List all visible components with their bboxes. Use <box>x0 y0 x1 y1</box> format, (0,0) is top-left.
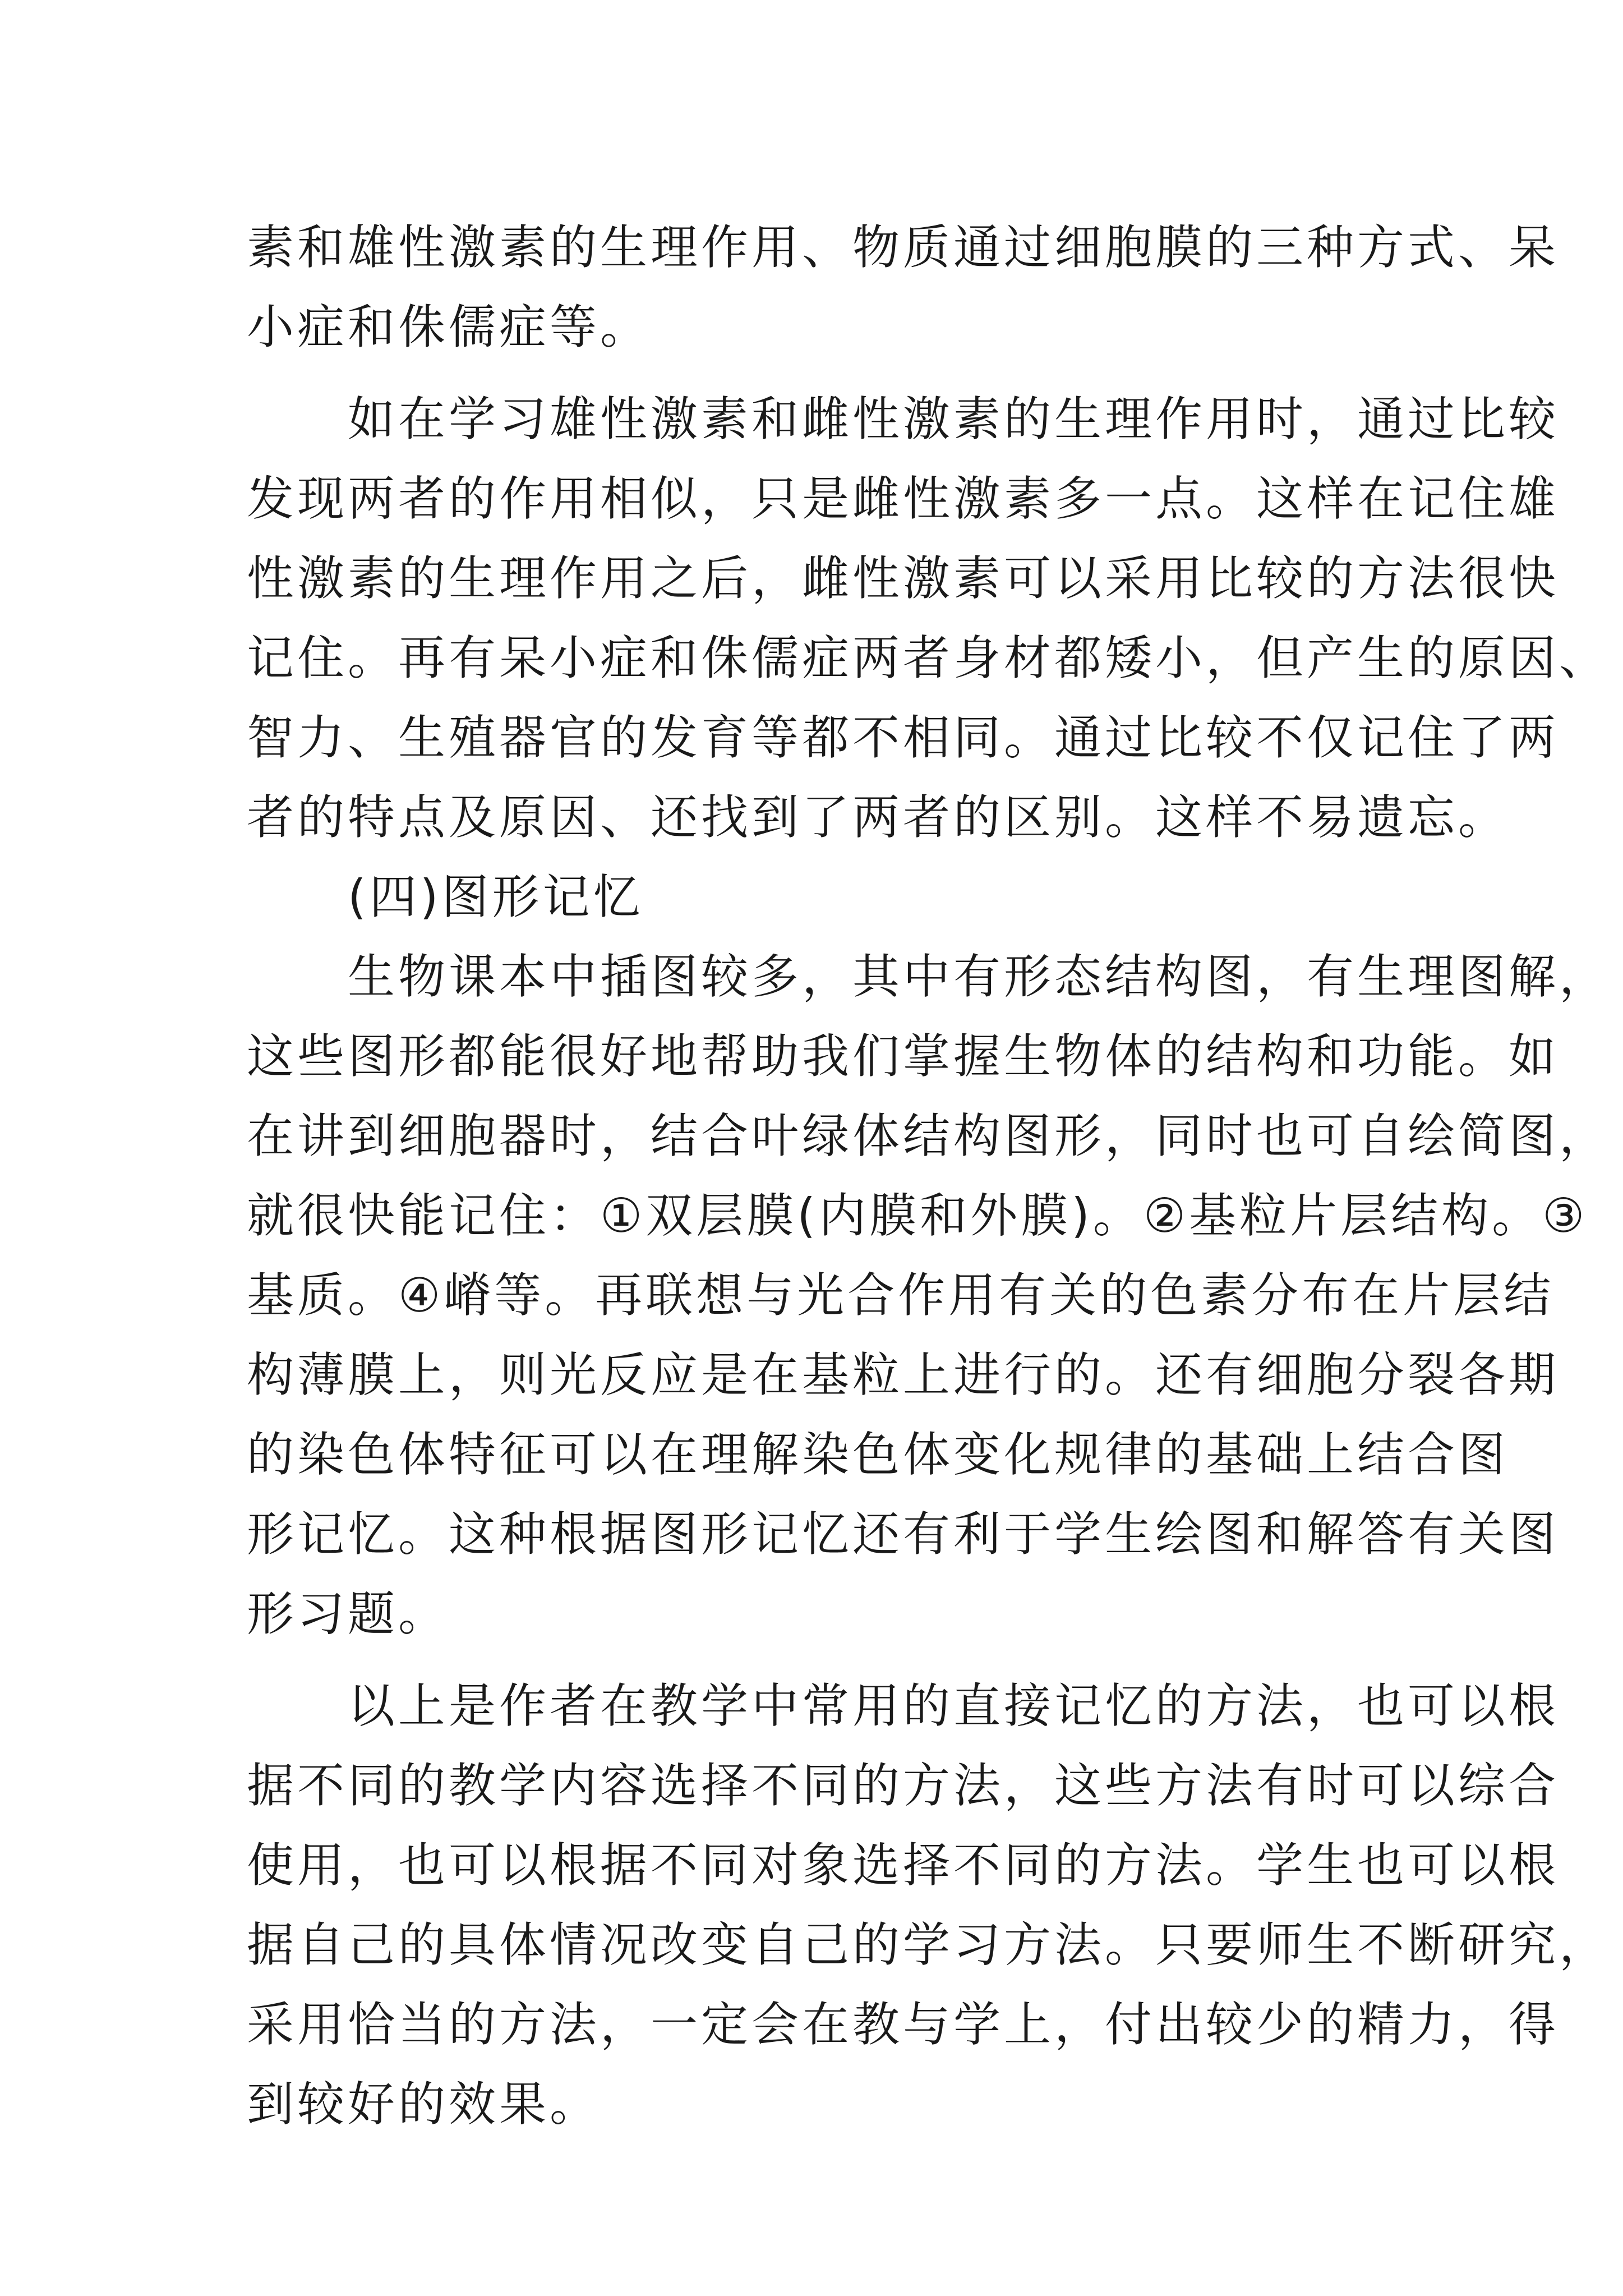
text-line: 形记忆。这种根据图形记忆还有利于学生绘图和解答有关图 <box>247 1507 1560 1562</box>
text-line: 这些图形都能很好地帮助我们掌握生物体的结构和功能。如 <box>247 1029 1560 1084</box>
text-line: 性激素的生理作用之后，雌性激素可以采用比较的方法很快 <box>247 551 1560 606</box>
paragraph-gap <box>247 1654 1430 1666</box>
body-text <box>247 208 1610 2144</box>
text-line: 素和雄性激素的生理作用、物质通过细胞膜的三种方式、呆 <box>247 220 1560 275</box>
paragraph-gap <box>247 367 1430 379</box>
text-line: 基质。④嵴等。再联想与光合作用有关的色素分布在片层结 <box>247 1268 1555 1323</box>
paragraph-start-line: 如在学习雄性激素和雌性激素的生理作用时，通过比较 <box>247 392 1560 447</box>
section-heading: (四)图形记忆 <box>247 869 644 924</box>
paragraph-start-line: 以上是作者在教学中常用的直接记忆的方法，也可以根 <box>247 1678 1560 1733</box>
text-line: 到较好的效果。 <box>247 2077 601 2132</box>
text-line: 小症和侏儒症等。 <box>247 300 651 355</box>
text-line: 记住。再有呆小症和侏儒症两者身材都矮小，但产生的原因、 <box>247 631 1610 685</box>
text-line: 发现两者的作用相似，只是雌性激素多一点。这样在记住雄 <box>247 471 1560 526</box>
text-line: 使用，也可以根据不同对象选择不同的方法。学生也可以根 <box>247 1838 1560 1893</box>
text-line: 的染色体特征可以在理解染色体变化规律的基础上结合图 <box>247 1427 1509 1482</box>
text-line: 在讲到细胞器时，结合叶绿体结构图形，同时也可自绘简图， <box>247 1108 1610 1163</box>
text-line: 者的特点及原因、还找到了两者的区别。这样不易遗忘。 <box>247 790 1509 845</box>
text-line: 据不同的教学内容选择不同的方法，这些方法有时可以综合 <box>247 1758 1560 1813</box>
text-line: 就很快能记住：①双层膜(内膜和外膜)。②基粒片层结构。③ <box>247 1188 1588 1243</box>
text-line: 构薄膜上，则光反应是在基粒上进行的。还有细胞分裂各期 <box>247 1347 1560 1402</box>
paragraph-start-line: 生物课本中插图较多，其中有形态结构图，有生理图解， <box>247 949 1610 1004</box>
text-line: 智力、生殖器官的发育等都不相同。通过比较不仅记住了两 <box>247 710 1560 765</box>
text-line: 采用恰当的方法，一定会在教与学上，付出较少的精力，得 <box>247 1997 1560 2052</box>
text-line: 形习题。 <box>247 1586 449 1641</box>
text-line: 据自己的具体情况改变自己的学习方法。只要师生不断研究， <box>247 1917 1610 1972</box>
